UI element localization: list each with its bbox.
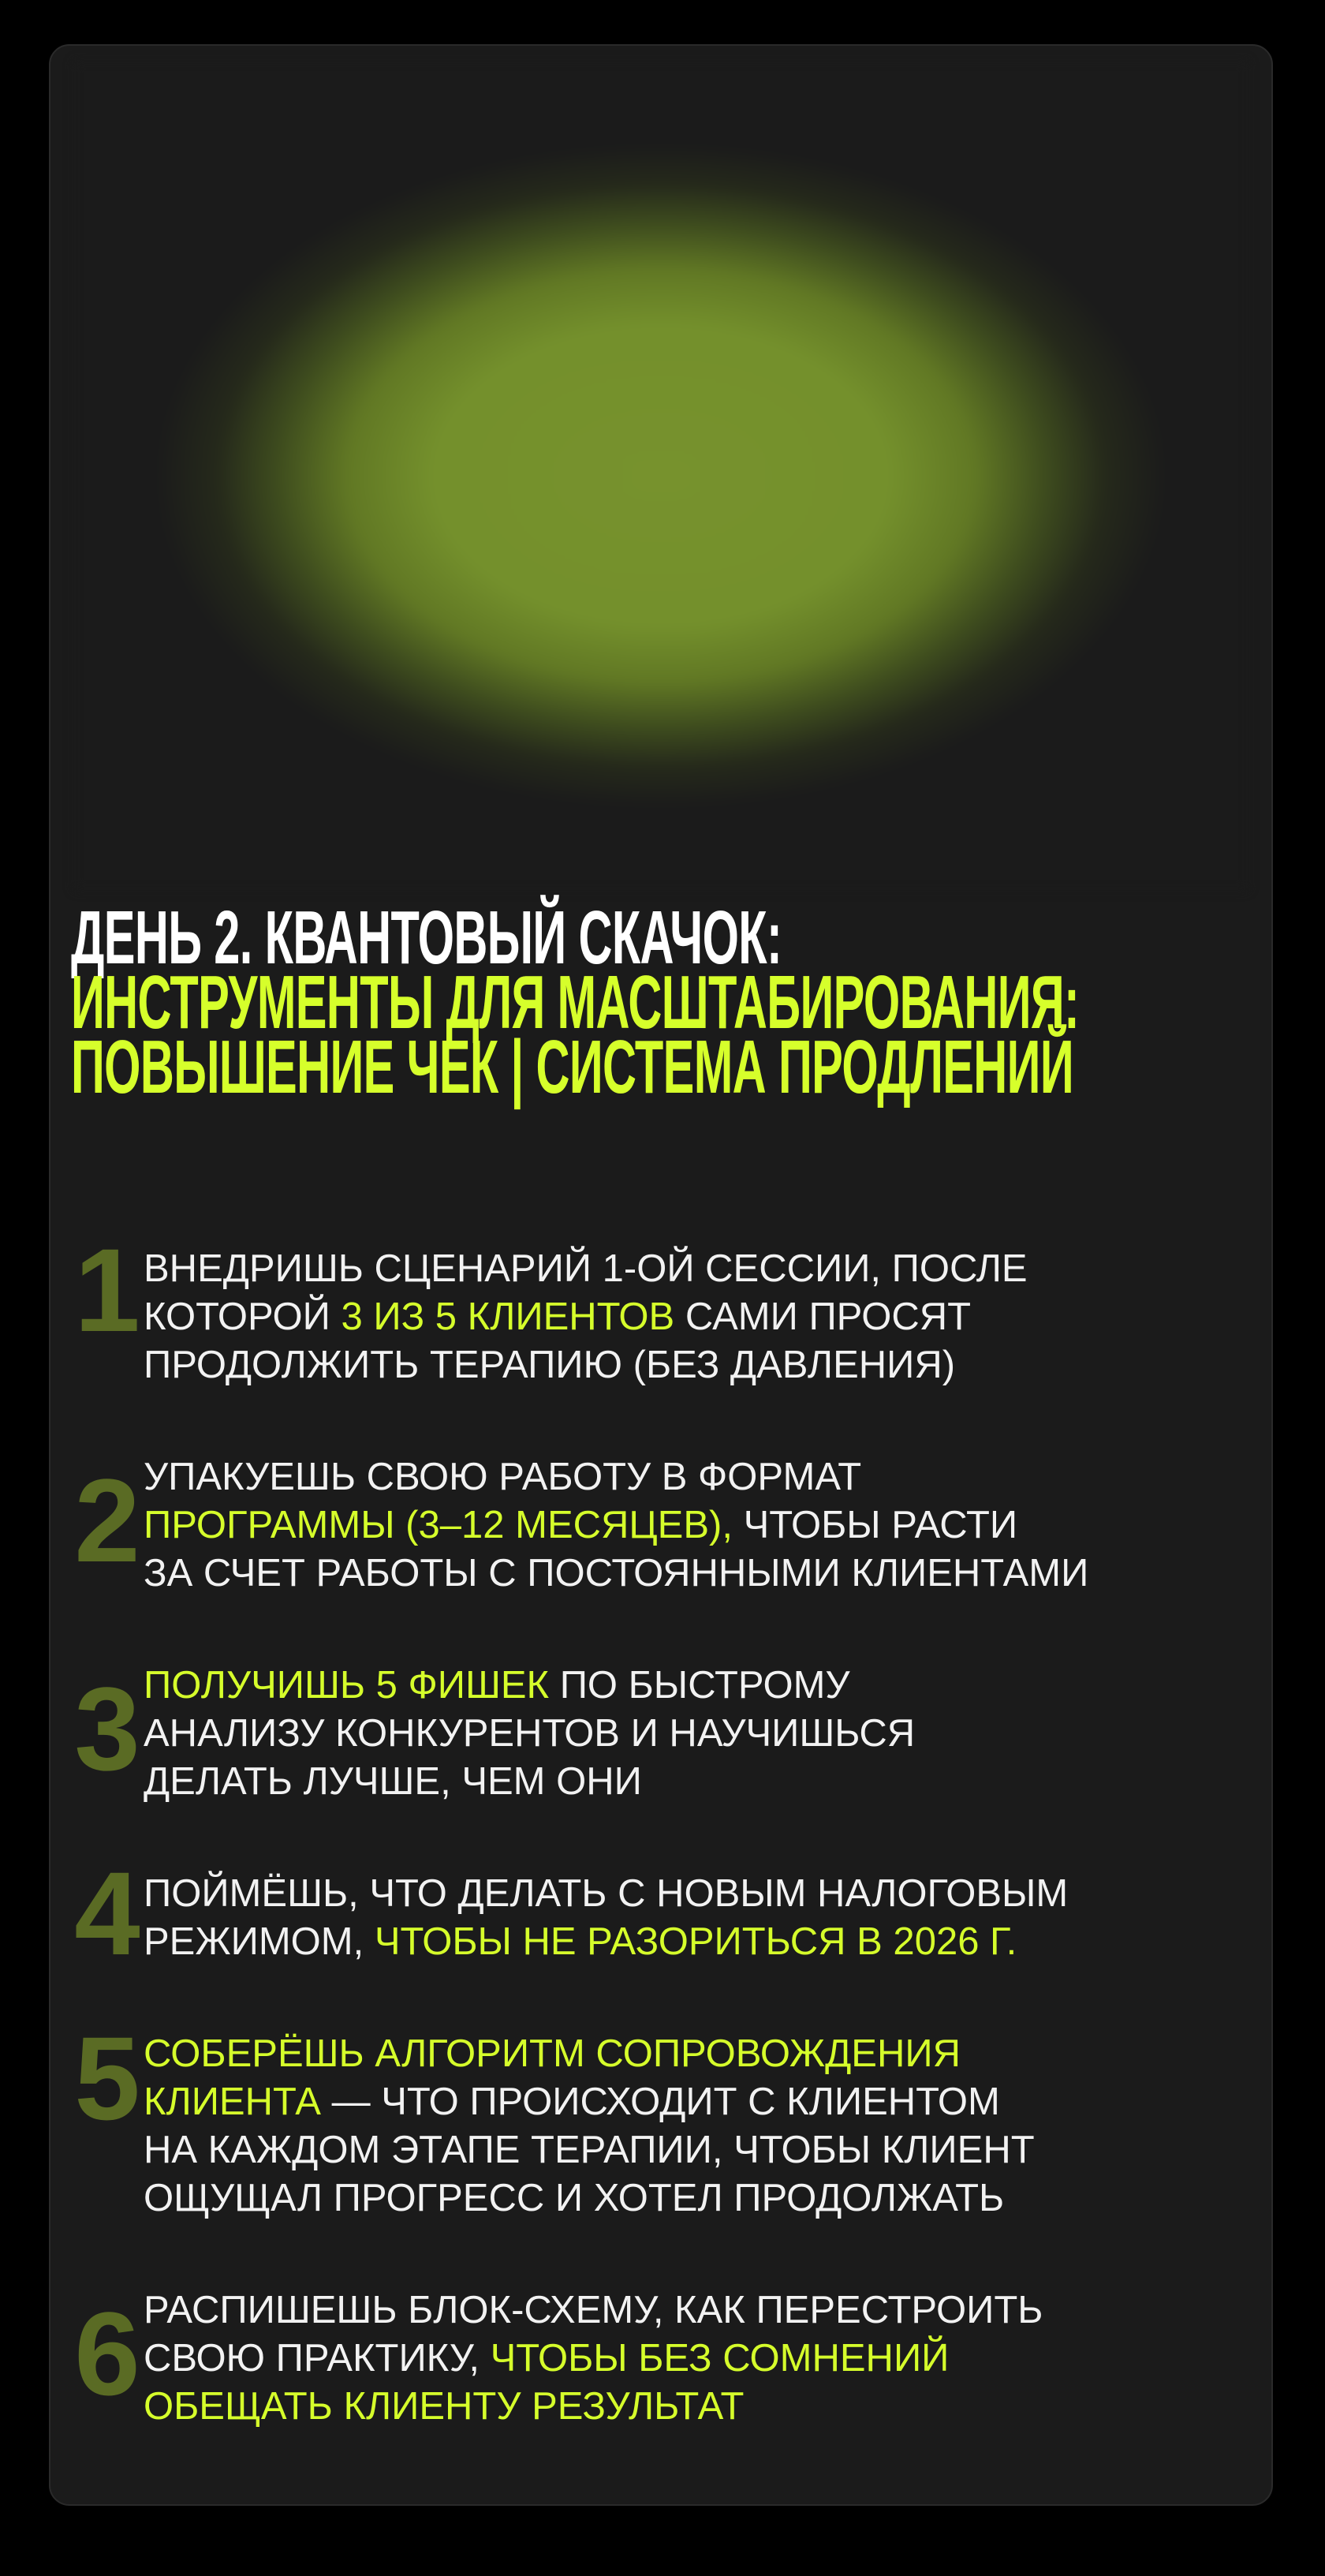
item-line: ДЕЛАТЬ ЛУЧШЕ, ЧЕМ ОНИ	[144, 1760, 642, 1803]
item-number: 4	[74, 1847, 140, 1980]
item-line: ВНЕДРИШЬ СЦЕНАРИЙ 1-ОЙ СЕССИИ, ПОСЛЕ	[144, 1247, 1028, 1290]
item-number: 6	[74, 2287, 140, 2420]
item-highlight: КЛИЕНТА	[144, 2081, 321, 2123]
item-line	[144, 1918, 1263, 1966]
item-highlight: 3 ИЗ 5 КЛИЕНТОВ	[341, 1295, 675, 1338]
item-text-part: ЧТОБЫ РАСТИ	[732, 1504, 1018, 1546]
item-text-part: ПО БЫСТРОМУ	[549, 1664, 850, 1707]
item-text	[144, 2030, 1263, 2223]
item-text-part: — ЧТО ПРОИСХОДИТ С КЛИЕНТОМ	[320, 2081, 1000, 2123]
item-number: 5	[74, 2012, 140, 2144]
item-text	[144, 2286, 1263, 2431]
item-line	[144, 1662, 1263, 1710]
item-text-part: РЕЖИМОМ,	[144, 1920, 375, 1963]
item-highlight: ЧТОБЫ НЕ РАЗОРИТЬСЯ В 2026 Г.	[374, 1920, 1017, 1963]
day-title	[71, 895, 1238, 1109]
item-number: 2	[74, 1454, 140, 1587]
item-text	[144, 1245, 1263, 1389]
title-line-2: ИНСТРУМЕНТЫ ДЛЯ МАСШТАБИРОВАНИЯ:	[71, 960, 1080, 1045]
item-line	[144, 1501, 1263, 1550]
title-line-1: ДЕНЬ 2. КВАНТОВЫЙ СКАЧОК:	[71, 895, 782, 980]
item-line	[144, 2335, 1263, 2383]
item-text-part: КОТОРОЙ	[144, 1295, 342, 1338]
item-line: СОБЕРЁШЬ АЛГОРИТМ СОПРОВОЖДЕНИЯ	[144, 2032, 961, 2075]
item-line: ОЩУЩАЛ ПРОГРЕСС И ХОТЕЛ ПРОДОЛЖАТЬ	[144, 2177, 1005, 2219]
item-line: ПРОДОЛЖИТЬ ТЕРАПИЮ (БЕЗ ДАВЛЕНИЯ)	[144, 1344, 956, 1386]
program-card	[49, 44, 1273, 2506]
item-line: НА КАЖДОМ ЭТАПЕ ТЕРАПИИ, ЧТОБЫ КЛИЕНТ	[144, 2129, 1035, 2171]
item-line: ЗА СЧЕТ РАБОТЫ С ПОСТОЯННЫМИ КЛИЕНТАМИ	[144, 1552, 1089, 1595]
item-line: РАСПИШЕШЬ БЛОК-СХЕМУ, КАК ПЕРЕСТРОИТЬ	[144, 2289, 1043, 2331]
item-line: ОБЕЩАТЬ КЛИЕНТУ РЕЗУЛЬТАТ	[144, 2385, 745, 2428]
item-text	[144, 1453, 1263, 1598]
item-number: 3	[74, 1662, 140, 1795]
item-text-part: САМИ ПРОСЯТ	[674, 1295, 972, 1338]
item-line	[144, 2078, 1263, 2126]
item-line: УПАКУЕШЬ СВОЮ РАБОТУ В ФОРМАТ	[144, 1456, 862, 1498]
blurred-photo	[74, 62, 1248, 890]
title-line-3: ПОВЫШЕНИЕ ЧЕК | СИСТЕМА ПРОДЛЕНИЙ	[71, 1025, 1073, 1109]
item-line: АНАЛИЗУ КОНКУРЕНТОВ И НАУЧИШЬСЯ	[144, 1712, 916, 1755]
item-line	[144, 1293, 1263, 1341]
item-highlight: ПРОГРАММЫ (3–12 МЕСЯЦЕВ),	[144, 1504, 733, 1546]
item-text	[144, 1662, 1263, 1806]
item-highlight: ЧТОБЫ БЕЗ СОМНЕНИЙ	[490, 2337, 950, 2380]
item-number: 1	[74, 1224, 140, 1356]
item-line: ПОЙМЁШЬ, ЧТО ДЕЛАТЬ С НОВЫМ НАЛОГОВЫМ	[144, 1872, 1069, 1915]
item-text-part: СВОЮ ПРАКТИКУ,	[144, 2337, 491, 2380]
item-highlight: ПОЛУЧИШЬ 5 ФИШЕК	[144, 1664, 550, 1707]
item-text	[144, 1870, 1263, 1966]
